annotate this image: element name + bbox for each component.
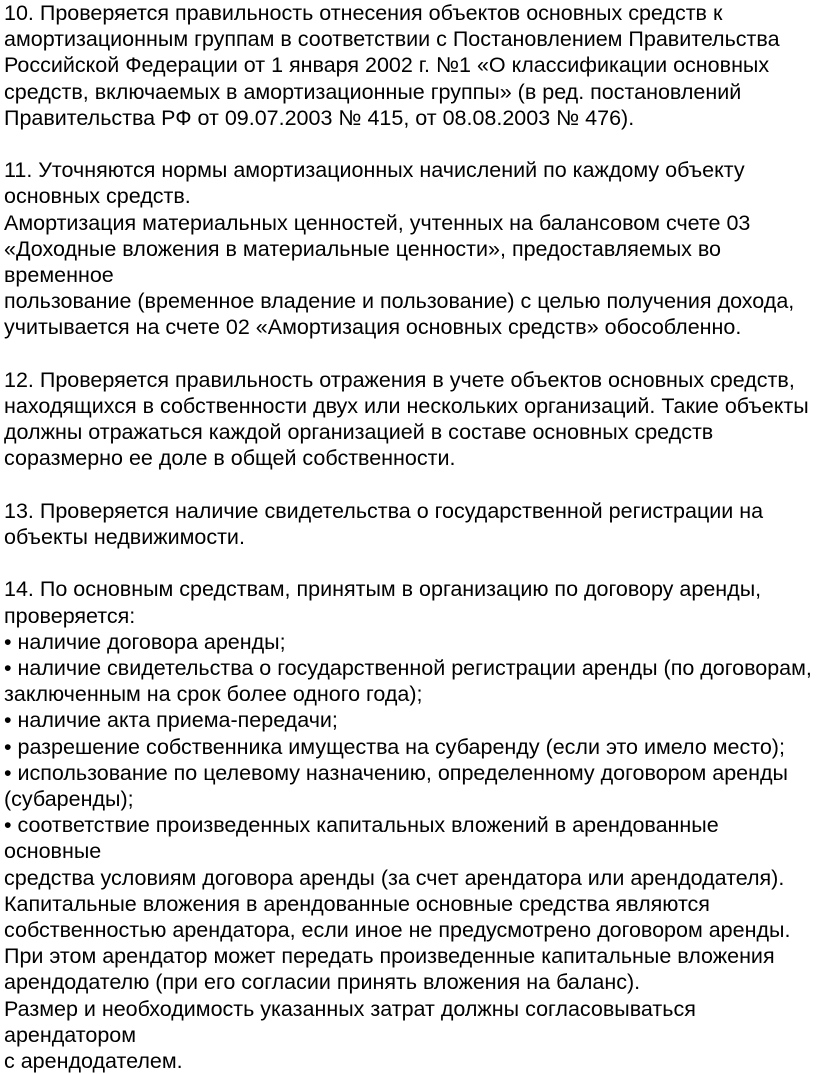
- text-line: соразмерно ее доле в общей собственности.: [4, 446, 456, 471]
- text-line: проверяется:: [4, 603, 136, 628]
- text-line: «Доходные вложения в материальные ценности», предоставляемых во временное: [4, 236, 722, 288]
- list-item: • наличие договора аренды;: [4, 629, 286, 654]
- paragraph-gap: [4, 131, 816, 157]
- text-line: средства условиям договора аренды (за счет арендатора или арендодателя).: [4, 865, 785, 890]
- list-item: • использование по целевому назначению, определенному договором аренды: [4, 760, 789, 785]
- paragraph-gap: [4, 341, 816, 367]
- section-14: [4, 576, 816, 1074]
- section-12: [4, 367, 816, 472]
- text-line: 13. Проверяется наличие свидетельства о государственной регистрации на: [4, 498, 764, 523]
- text-line: 11. Уточняются нормы амортизационных начислений по каждому объекту: [4, 158, 745, 183]
- document-body: [4, 0, 816, 1074]
- text-line: пользование (временное владение и пользование) с целью получения дохода,: [4, 289, 795, 314]
- section-11: [4, 157, 816, 340]
- text-line: Правительства РФ от 09.07.2003 № 415, от 08.08.2003 № 476).: [4, 105, 635, 130]
- text-line: 14. По основным средствам, принятым в организацию по договору аренды,: [4, 577, 762, 602]
- text-line: объекты недвижимости.: [4, 525, 245, 550]
- list-item: • наличие свидетельства о государственной регистрации аренды (по договорам,: [4, 656, 812, 681]
- list-item: • разрешение собственника имущества на субаренду (если это имело место);: [4, 734, 785, 759]
- text-line: При этом арендатор может передать произведенные капитальные вложения: [4, 944, 775, 969]
- list-item: • наличие акта приема-передачи;: [4, 708, 338, 733]
- text-line: средств, включаемых в амортизационные группы» (в ред. постановлений: [4, 79, 742, 104]
- text-line: учитывается на счете 02 «Амортизация основных средств» обособленно.: [4, 315, 742, 340]
- text-line: собственностью арендатора, если иное не предусмотрено договором аренды.: [4, 918, 791, 943]
- paragraph-gap: [4, 472, 816, 498]
- text-line: основных средств.: [4, 184, 191, 209]
- text-line: должны отражаться каждой организацией в составе основных средств: [4, 420, 714, 445]
- text-line: Амортизация материальных ценностей, учтенных на балансовом счете 03: [4, 210, 751, 235]
- list-item: • соответствие произведенных капитальных вложений в арендованные основные: [4, 813, 719, 864]
- paragraph-gap: [4, 550, 816, 576]
- text-line: с арендодателем.: [4, 1049, 183, 1074]
- text-line: находящихся в собственности двух или нескольких организаций. Такие объекты: [4, 394, 809, 419]
- text-line: 12. Проверяется правильность отражения в учете объектов основных средств,: [4, 367, 795, 392]
- text-line: (субаренды);: [4, 787, 134, 812]
- text-line: арендодателю (при его согласии принять вложения на баланс).: [4, 970, 641, 995]
- text-line: Российской Федерации от 1 января 2002 г. №1 «О классификации основных: [4, 53, 770, 78]
- text-line: заключенным на срок более одного года);: [4, 682, 423, 707]
- text-line: Капитальные вложения в арендованные основные средства являются: [4, 891, 710, 916]
- text-line: 10. Проверяется правильность отнесения объектов основных средств к: [4, 1, 723, 25]
- section-13: [4, 498, 816, 550]
- text-line: амортизационным группам в соответствии с Постановлением Правительства: [4, 27, 780, 52]
- section-10: [4, 0, 816, 131]
- text-line: Размер и необходимость указанных затрат должны согласовываться арендатором: [4, 996, 696, 1047]
